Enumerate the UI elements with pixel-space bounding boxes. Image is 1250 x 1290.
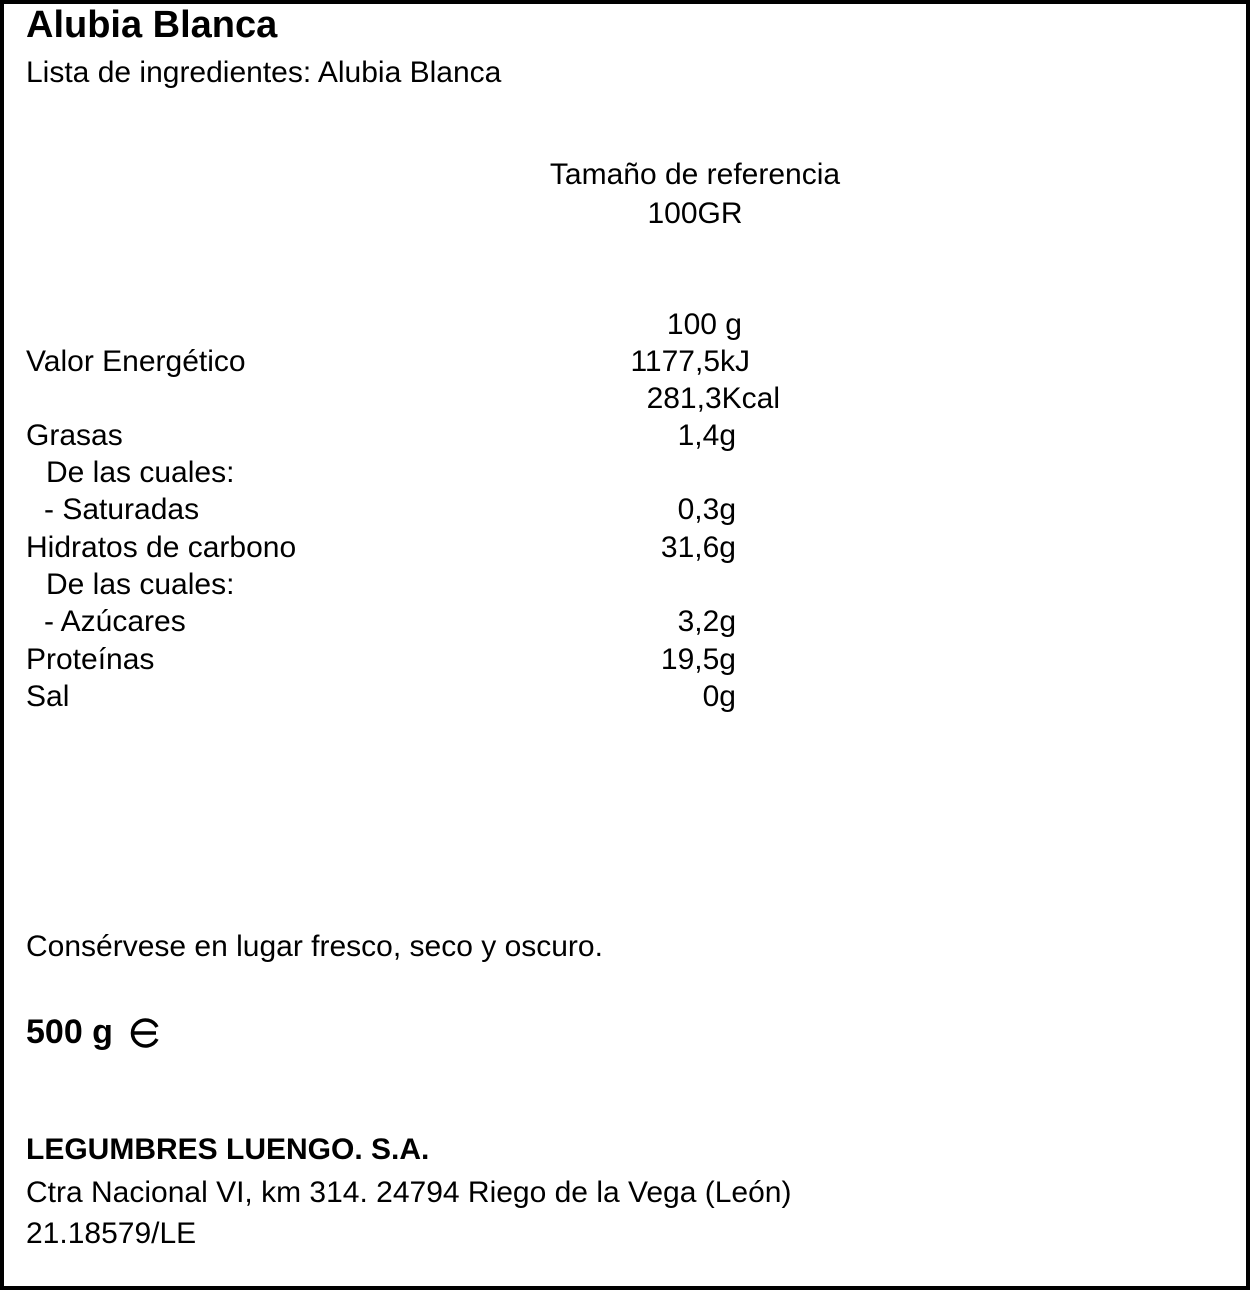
nutrition-value-fat: 1,4g [677,419,736,452]
reference-size-value: 100GR [647,197,743,230]
nutrition-label-carbohydrates: Hidratos de carbono [26,531,297,564]
storage-instructions: Consérvese en lugar fresco, seco y oscuro. [26,930,603,963]
product-title: Alubia Blanca [26,4,278,46]
nutrition-label-of-which-carbs: De las cuales: [46,568,235,601]
nutrition-label-energy: Valor Energético [26,345,246,378]
company-address: Ctra Nacional VI, km 314. 24794 Riego de la Vega (León) [26,1176,792,1209]
nutrition-label-of-which-fat: De las cuales: [46,456,235,489]
ingredients-list: Lista de ingredientes: Alubia Blanca [26,56,502,89]
nutrition-value-protein: 19,5g [660,643,736,676]
nutrition-value-sugars: 3,2g [677,605,736,638]
net-weight: 500 g [26,1013,113,1051]
nutrition-label-protein: Proteínas [26,643,155,676]
nutrition-label-saturated: - Saturadas [44,493,200,526]
nutrition-label-salt: Sal [26,680,70,713]
nutrition-column-header: 100 g [666,308,742,341]
nutrition-label-fat: Grasas [26,419,123,452]
reference-size-label: Tamaño de referencia [549,158,841,191]
nutrition-value-carbohydrates: 31,6g [660,531,736,564]
nutrition-label-sugars: - Azúcares [44,605,186,638]
estimated-e-icon [125,1014,163,1052]
nutrition-value-energy-kcal: 281,3Kcal [646,382,780,415]
nutrition-value-saturated: 0,3g [677,493,736,526]
registry-number: 21.18579/LE [26,1217,197,1250]
company-name: LEGUMBRES LUENGO. S.A. [26,1133,430,1166]
nutrition-value-salt: 0g [702,680,736,713]
nutrition-value-energy-kj: 1177,5kJ [630,345,750,378]
